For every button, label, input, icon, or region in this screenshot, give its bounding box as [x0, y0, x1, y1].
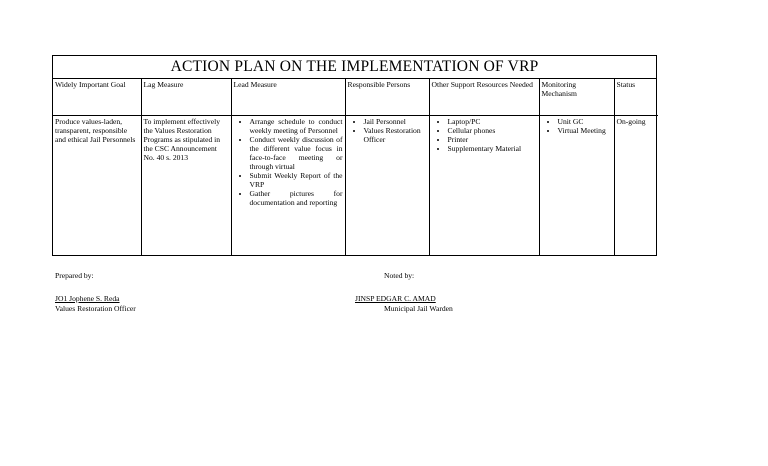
action-plan-table [53, 79, 658, 255]
header-status: Status [614, 79, 658, 116]
list-item: • Unit GC [558, 117, 612, 126]
cell-monitoring [539, 116, 614, 256]
list-item: • Cellular phones [448, 126, 537, 135]
header-lead-measure: Lead Measure [231, 79, 345, 116]
prepared-by-position: Values Restoration Officer [55, 304, 136, 313]
support-resources-list [432, 117, 537, 153]
cell-goal: Produce values-laden, transparent, responsible and ethical Jail Personnels [53, 116, 141, 256]
list-item: • Conduct weekly discussion of the different value focus in face-to-face meeting or through virtual [250, 135, 343, 171]
lead-measure-list [234, 117, 343, 207]
list-item: • Jail Personnel [364, 117, 427, 126]
cell-lead-measure [231, 116, 345, 256]
list-item: • Printer [448, 135, 537, 144]
list-item: • Virtual Meeting [558, 126, 612, 135]
noted-by-label: Noted by: [384, 271, 415, 280]
prepared-by-name: JO1 Jophene S. Reda [55, 294, 120, 303]
monitoring-list [542, 117, 612, 135]
header-monitoring: Monitoring Mechanism [539, 79, 614, 116]
list-item: • Values Restoration Officer [364, 126, 427, 144]
cell-responsible-persons [345, 116, 429, 256]
header-lag-measure: Lag Measure [141, 79, 231, 116]
responsible-persons-list [348, 117, 427, 144]
cell-support-resources [429, 116, 539, 256]
prepared-by-label: Prepared by: [55, 271, 94, 280]
action-plan-table-box [52, 55, 657, 256]
list-item: • Supplementary Material [448, 144, 537, 153]
header-goal: Widely Important Goal [53, 79, 141, 116]
cell-lag-measure: To implement effectively the Values Restoration Programs as stipulated in the CSC Announcement No. 40 s. 2013 [141, 116, 231, 256]
table-row [53, 116, 658, 256]
header-support-resources: Other Support Resources Needed [429, 79, 539, 116]
list-item: • Arrange schedule to conduct weekly meeting of Personnel [250, 117, 343, 135]
list-item: • Laptop/PC [448, 117, 537, 126]
noted-by-name: JINSP EDGAR C. AMAD [355, 294, 436, 303]
list-item: • Gather pictures for documentation and reporting [250, 189, 343, 207]
noted-by-position: Municipal Jail Warden [384, 304, 453, 313]
cell-status: On-going [614, 116, 658, 256]
header-responsible-persons: Responsible Persons [345, 79, 429, 116]
document-title: ACTION PLAN ON THE IMPLEMENTATION OF VRP [53, 56, 656, 79]
list-item: • Submit Weekly Report of the VRP [250, 171, 343, 189]
table-header-row [53, 79, 658, 116]
